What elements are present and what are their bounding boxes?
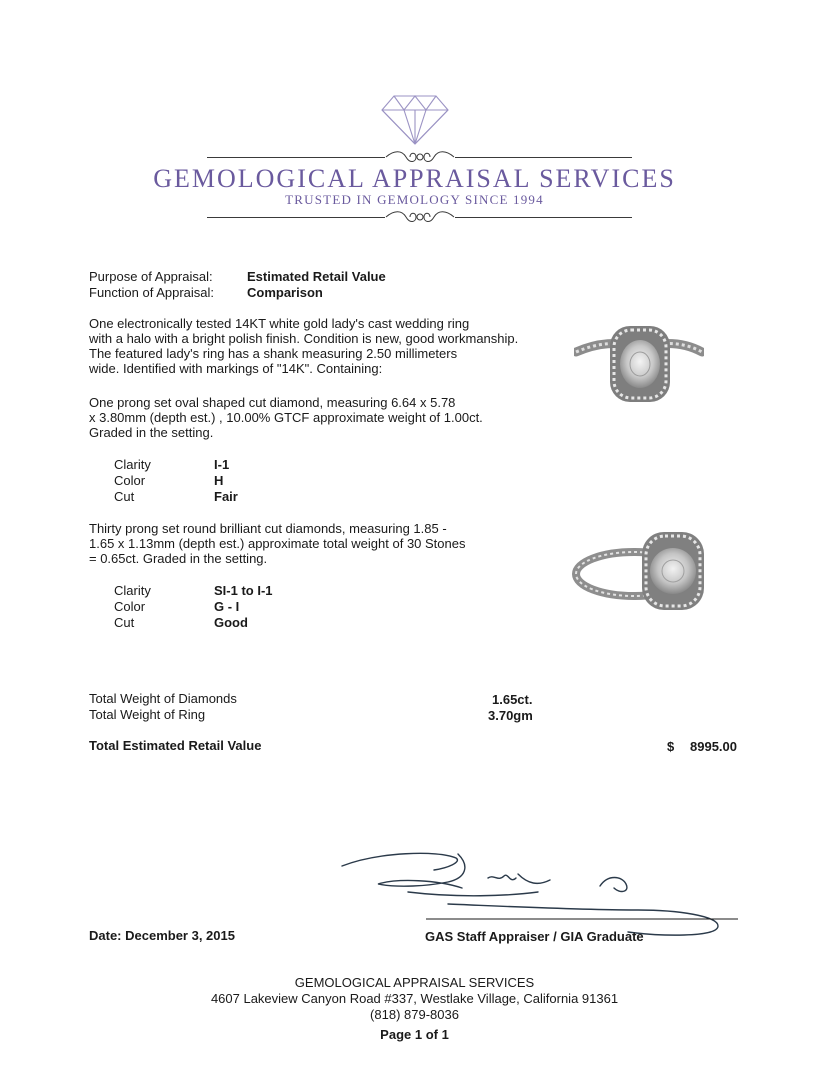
ring-photo (574, 312, 704, 415)
footer-company: GEMOLOGICAL APPRAISAL SERVICES (294, 975, 535, 990)
footer-phone: (818) 879-8036 (370, 1007, 459, 1022)
purpose-label: Purpose of Appraisal: (89, 269, 213, 284)
description-line: The featured lady's ring has a shank measuring 2.50 millimeters (89, 346, 458, 361)
letterhead-top-rule (207, 157, 385, 158)
cut-value: Fair (214, 489, 238, 504)
letterhead-bottom-rule (207, 217, 385, 218)
purpose-value: Estimated Retail Value (247, 269, 386, 284)
description-line: wide. Identified with markings of "14K". Containing: (89, 361, 383, 376)
side-stones-line: 1.65 x 1.13mm (depth est.) approximate total weight of 30 Stones (89, 536, 466, 551)
function-value: Comparison (247, 285, 323, 300)
total-retail-value-label: Total Estimated Retail Value (89, 738, 262, 753)
letterhead-top-rule (455, 157, 632, 158)
clarity-value: I-1 (214, 457, 230, 472)
appraisal-date: Date: December 3, 2015 (89, 928, 235, 943)
clarity-label: Clarity (114, 457, 151, 472)
total-diamond-weight-value: 1.65ct. (492, 692, 533, 707)
clarity-value: SI-1 to I-1 (214, 583, 273, 598)
total-ring-weight-label: Total Weight of Ring (89, 707, 206, 722)
color-value: G - I (214, 599, 240, 614)
color-label: Color (114, 599, 146, 614)
footer-address: 4607 Lakeview Canyon Road #337, Westlake Village, California 91361 (210, 991, 619, 1006)
clarity-label: Clarity (114, 583, 151, 598)
side-stones-line: Thirty prong set round brilliant cut diamonds, measuring 1.85 - (89, 521, 447, 536)
company-name-heading: GEMOLOGICAL APPRAISAL SERVICES (153, 164, 676, 193)
function-label: Function of Appraisal: (89, 285, 215, 300)
center-stone-line: Graded in the setting. (89, 425, 214, 440)
center-stone-description (89, 395, 559, 440)
color-value: H (214, 473, 224, 488)
side-stones-line: = 0.65ct. Graded in the setting. (89, 551, 268, 566)
cut-label: Cut (114, 615, 135, 630)
company-tagline: TRUSTED IN GEMOLOGY SINCE 1994 (285, 192, 544, 207)
description-line: with a halo with a bright polish finish. Condition is new, good workmanship. (89, 331, 519, 346)
description-line: One electronically tested 14KT white gold lady's cast wedding ring (89, 316, 470, 331)
diamond-logo-icon (380, 94, 450, 149)
ring-description (89, 316, 559, 376)
ring-photo (572, 522, 708, 621)
total-retail-value: 8995.00 (690, 739, 737, 754)
total-diamond-weight-label: Total Weight of Diamonds (89, 691, 237, 706)
color-label: Color (114, 473, 146, 488)
total-ring-weight-value: 3.70gm (488, 708, 533, 723)
center-stone-line: One prong set oval shaped cut diamond, measuring 6.64 x 5.78 (89, 395, 456, 410)
page-number: Page 1 of 1 (380, 1027, 449, 1042)
scroll-ornament-icon (384, 208, 456, 229)
currency-symbol: $ (667, 739, 675, 754)
side-stones-description (89, 521, 559, 566)
letterhead-bottom-rule (455, 217, 632, 218)
center-stone-line: x 3.80mm (depth est.) , 10.00% GTCF approximate weight of 1.00ct. (89, 410, 483, 425)
appraiser-title: GAS Staff Appraiser / GIA Graduate (425, 929, 644, 944)
cut-value: Good (214, 615, 248, 630)
cut-label: Cut (114, 489, 135, 504)
